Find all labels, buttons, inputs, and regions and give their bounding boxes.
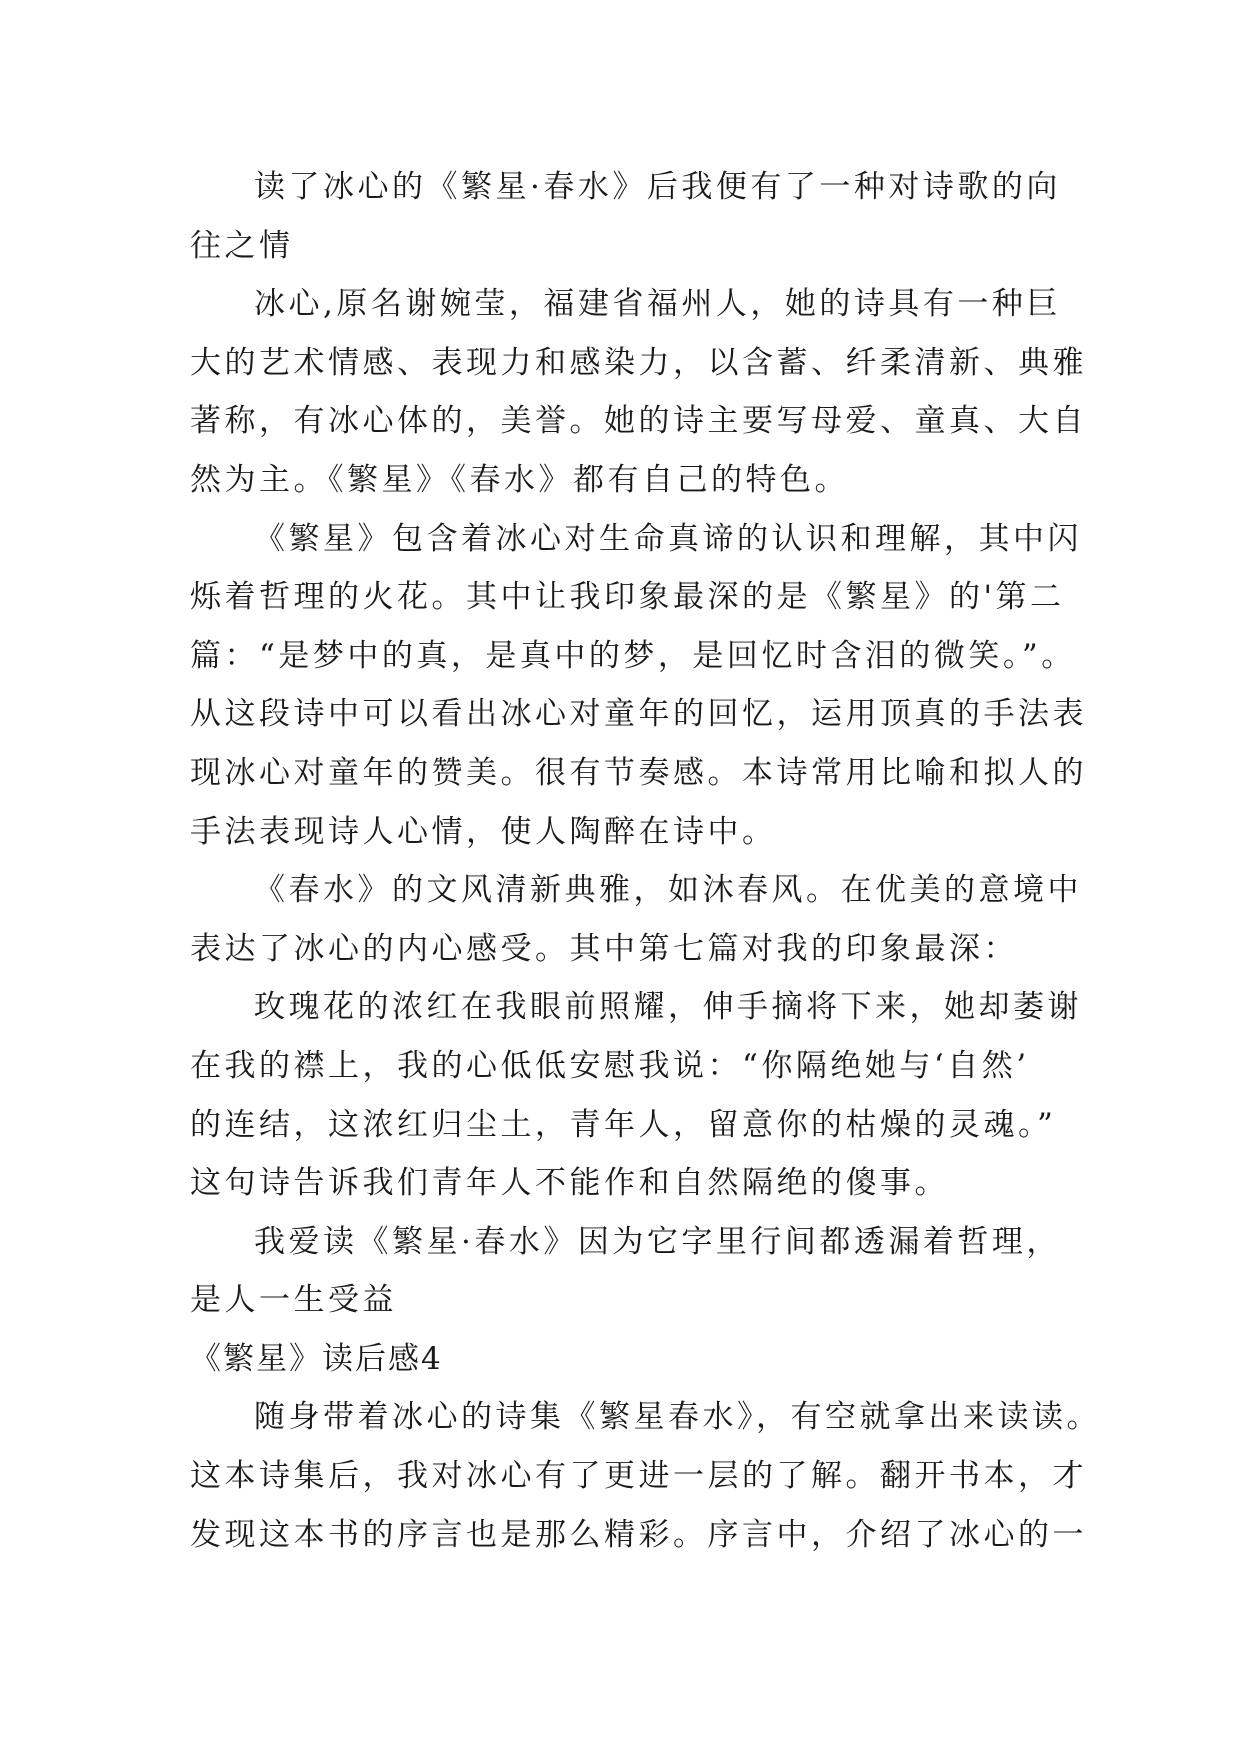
paragraph-line: 烁着哲理的火花。其中让我印象最深的是《繁星》的'第二 bbox=[190, 579, 1065, 616]
paragraph-line: 是人一生受益 bbox=[190, 1282, 397, 1319]
quote-line: 在我的襟上，我的心低低安慰我说：“你隔绝她与‘自然’ bbox=[190, 1047, 1030, 1084]
quote-line: 玫瑰花的浓红在我眼前照耀，伸手摘将下来，她却萎谢 bbox=[254, 989, 1082, 1026]
paragraph-line: 现冰心对童年的赞美。很有节奏感。本诗常用比喻和拟人的 bbox=[190, 754, 1087, 791]
paragraph-line: 冰心,原名谢婉莹，福建省福州人，她的诗具有一种巨 bbox=[254, 286, 1061, 323]
section-heading: 《繁星》读后感4 bbox=[190, 1340, 443, 1377]
paragraph-line: 发现这本书的序言也是那么精彩。序言中，介绍了冰心的一 bbox=[190, 1516, 1087, 1553]
paragraph-line: 这句诗告诉我们青年人不能作和自然隔绝的傻事。 bbox=[190, 1165, 949, 1202]
paragraph-line: 随身带着冰心的诗集《繁星春水》，有空就拿出来读读。 bbox=[254, 1399, 1101, 1436]
paragraph-line: 《春水》的文风清新典雅，如沐春风。在优美的意境中 bbox=[254, 872, 1082, 909]
paragraph-line: 篇：“是梦中的真，是真中的梦，是回忆时含泪的微笑。”。 bbox=[190, 637, 1076, 674]
paragraph-line: 往之情 bbox=[190, 227, 294, 264]
paragraph-line: 读了冰心的《繁星·春水》后我便有了一种对诗歌的向 bbox=[254, 169, 1061, 205]
paragraph-line: 从这段诗中可以看出冰心对童年的回忆，运用顶真的手法表 bbox=[190, 696, 1087, 733]
paragraph-line: 我爱读《繁星·春水》因为它字里行间都透漏着哲理， bbox=[254, 1223, 1061, 1260]
paragraph-line: 表达了冰心的内心感受。其中第七篇对我的印象最深： bbox=[190, 930, 1018, 967]
quote-line: 的连结，这浓红归尘土，青年人，留意你的枯燥的灵魂。” bbox=[190, 1106, 1057, 1143]
paragraph-line: 大的艺术情感、表现力和感染力，以含蓄、纤柔清新、典雅 bbox=[190, 344, 1087, 381]
paragraph-line: 著称，有冰心体的，美誉。她的诗主要写母爱、童真、大自 bbox=[190, 403, 1087, 440]
paragraph-line: 手法表现诗人心情，使人陶醉在诗中。 bbox=[190, 813, 777, 850]
document-body bbox=[190, 158, 1101, 1564]
paragraph-line: 这本诗集后，我对冰心有了更进一层的了解。翻开书本，才 bbox=[190, 1458, 1087, 1495]
paragraph-line: 《繁星》包含着冰心对生命真谛的认识和理解，其中闪 bbox=[254, 520, 1082, 557]
paragraph-line: 然为主。《繁星》《春水》都有自己的特色。 bbox=[190, 461, 849, 498]
